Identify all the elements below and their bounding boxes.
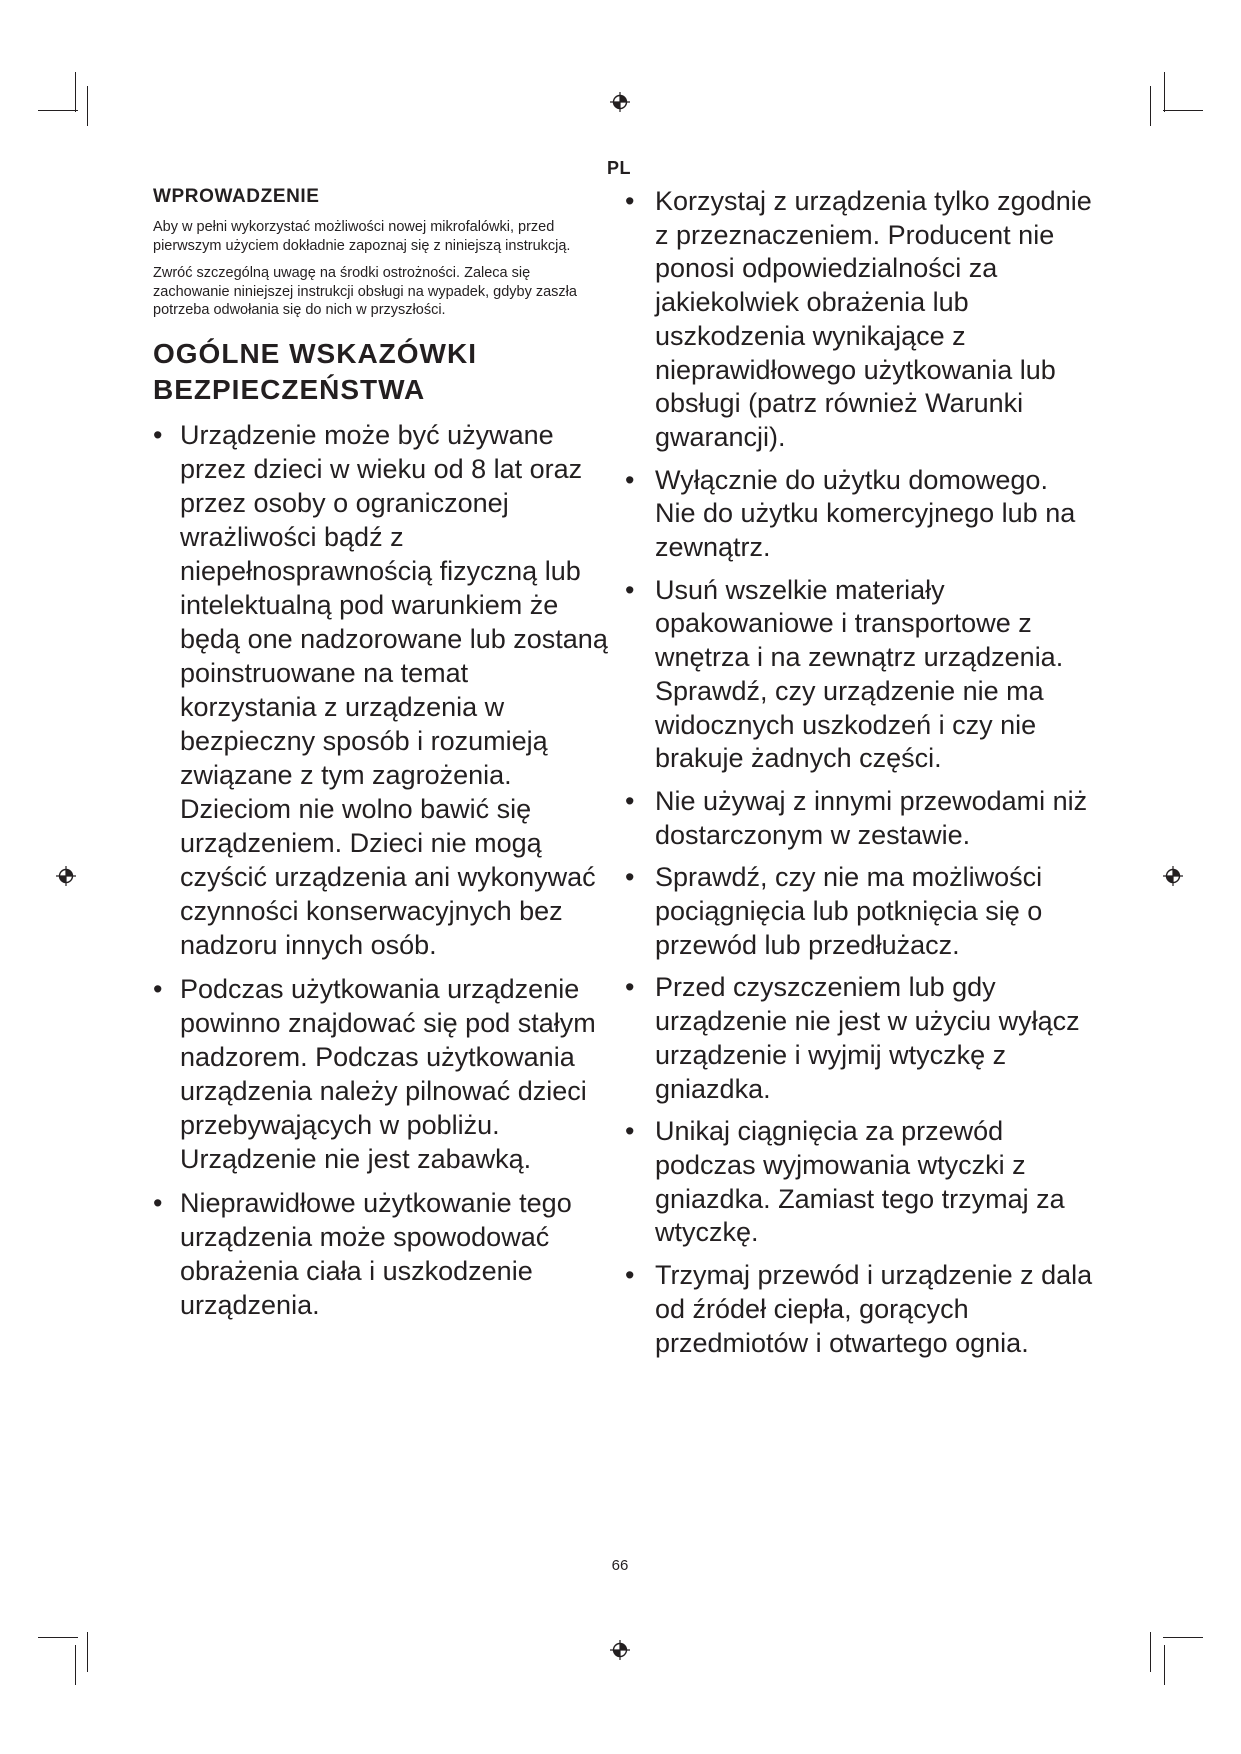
- list-item-text: Urządzenie może być używane przez dzieci w wieku od 8 lat oraz przez osoby o ograniczonej wrażliwości bądź z niepełnosprawnością fizyczną lub intelektualną pod warunkiem że będą one nadzorowane lub zostaną poinstruowane na temat korzystania z urządzenia w bezpieczny sposób i rozumieją związane z tym zagrożenia. Dzieciom nie wolno bawić się urządzeniem. Dzieci nie mogą czyścić urządzenia ani wykonywać czynności konserwacyjnych bez nadzoru innych osób.: [180, 419, 608, 960]
- crop-mark: [75, 1645, 76, 1685]
- intro-paragraph: Aby w pełni wykorzystać możliwości nowej mikrofalówki, przed pierwszym użyciem dokładnie zapoznaj się z niniejszą instrukcją.: [153, 219, 571, 254]
- bullet-icon: •: [153, 1187, 163, 1218]
- list-item: [153, 418, 608, 962]
- crop-mark: [1150, 86, 1151, 126]
- registration-mark-icon: [610, 92, 630, 112]
- crop-mark: [87, 86, 88, 126]
- list-item-text: Nieprawidłowe użytkowanie tego urządzenia może spowodować obrażenia ciała i uszkodzenie urządzenia.: [180, 1187, 572, 1320]
- bullet-icon: •: [625, 1260, 635, 1291]
- crop-mark: [1164, 1645, 1165, 1685]
- bullet-icon: •: [153, 419, 163, 450]
- list-item: [625, 574, 1095, 776]
- crop-mark: [87, 1632, 88, 1672]
- page-number: 66: [611, 1557, 629, 1574]
- list-item-text: Wyłącznie do użytku domowego. Nie do użytku komercyjnego lub na zewnątrz.: [655, 464, 1076, 563]
- intro-paragraph: Zwróć szczególną uwagę na środki ostrożności. Zaleca się zachowanie niniejszej instrukcji obsługi na wypadek, gdyby zaszła potrzeba odwołania się do nich w przyszłości.: [153, 265, 577, 318]
- crop-mark: [1164, 72, 1165, 112]
- left-column: [153, 186, 608, 1332]
- bullet-icon: •: [625, 186, 635, 216]
- list-item: [625, 861, 1095, 962]
- crop-mark: [1163, 110, 1203, 111]
- intro-title: WPROWADZENIE: [153, 186, 320, 207]
- right-column: [625, 185, 1095, 1369]
- list-item: [153, 1186, 608, 1322]
- bullet-icon: •: [625, 464, 635, 495]
- registration-mark-icon: [610, 1640, 630, 1660]
- section-title: OGÓLNE WSKAZÓWKI BEZPIECZEŃSTWA: [153, 337, 477, 405]
- list-item-text: Przed czyszczeniem lub gdy urządzenie nie jest w użyciu wyłącz urządzenie i wyjmij wtyczkę z gniazdka.: [655, 972, 1080, 1104]
- list-item-text: Unikaj ciągnięcia za przewód podczas wyjmowania wtyczki z gniazdka. Zamiast tego trzymaj za wtyczkę.: [655, 1116, 1065, 1248]
- list-item-text: Podczas użytkowania urządzenie powinno znajdować się pod stałym nadzorem. Podczas użytkowania urządzenia należy pilnować dzieci przebywających w pobliżu. Urządzenie nie jest zabawką.: [180, 973, 596, 1174]
- crop-mark: [38, 1637, 78, 1638]
- list-item-text: Korzystaj z urządzenia tylko zgodnie z przeznaczeniem. Producent nie ponosi odpowiedzialności za jakiekolwiek obrażenia lub uszkodzenia wynikające z nieprawidłowego użytkowania lub obsługi (patrz również Warunki gwarancji).: [655, 186, 1092, 452]
- list-item: [625, 185, 1095, 455]
- language-code: PL: [607, 158, 632, 178]
- list-item-text: Sprawdź, czy nie ma możliwości pociągnięcia lub potknięcia się o przewód lub przedłużacz.: [655, 862, 1043, 960]
- crop-mark: [75, 72, 76, 112]
- registration-mark-icon: [56, 866, 76, 886]
- safety-list-right: [625, 185, 1095, 1360]
- crop-mark: [1163, 1637, 1203, 1638]
- list-item-text: Usuń wszelkie materiały opakowaniowe i transportowe z wnętrza i na zewnątrz urządzenia. Sprawdź, czy urządzenie nie ma widocznych uszkodzeń i czy nie brakuje żadnych części.: [655, 574, 1064, 774]
- list-item: [625, 464, 1095, 565]
- list-item-text: Trzymaj przewód i urządzenie z dala od źródeł ciepła, gorących przedmiotów i otwartego ognia.: [655, 1260, 1093, 1358]
- safety-list-left: [153, 418, 608, 1322]
- bullet-icon: •: [625, 785, 635, 816]
- bullet-icon: •: [625, 862, 635, 893]
- list-item-text: Nie używaj z innymi przewodami niż dostarczonym w zestawie.: [655, 785, 1088, 850]
- list-item: [153, 972, 608, 1176]
- crop-mark: [38, 110, 78, 111]
- list-item: [625, 971, 1095, 1106]
- bullet-icon: •: [625, 972, 635, 1003]
- list-item: [625, 1259, 1095, 1360]
- registration-mark-icon: [1163, 866, 1183, 886]
- list-item: [625, 1115, 1095, 1250]
- list-item: [625, 785, 1095, 852]
- bullet-icon: •: [625, 1116, 635, 1147]
- bullet-icon: •: [625, 574, 635, 605]
- bullet-icon: •: [153, 973, 163, 1004]
- crop-mark: [1150, 1632, 1151, 1672]
